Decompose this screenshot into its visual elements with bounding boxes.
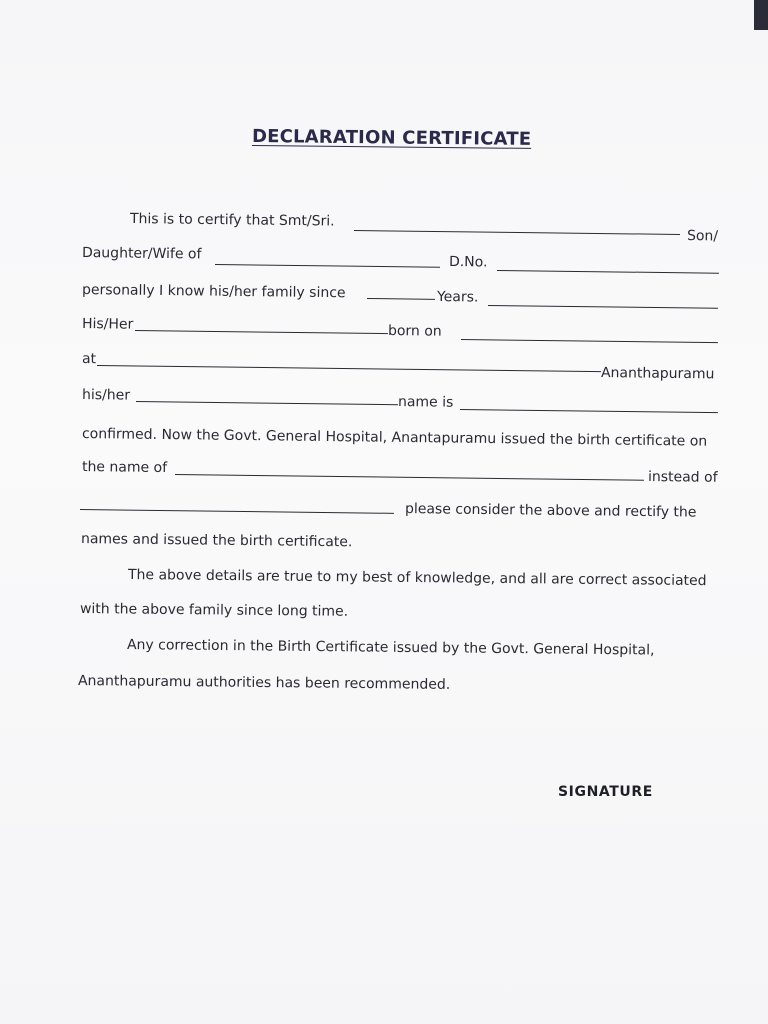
paragraph-2-line-1: The above details are true to my best of knowledge, and all are correct associated [127,567,707,590]
name-is-label: name is [397,394,454,411]
certificate-name-blank[interactable] [175,474,644,481]
confirmed-text: confirmed. Now the Govt. General Hospital, Anantapuramu issued the birth certificate on [81,426,708,450]
dno-label: D.No. [448,254,488,271]
paragraph-3-line-1: Any correction in the Birth Certificate issued by the Govt. General Hospital, [126,637,655,659]
at-label: at [81,351,97,368]
place-label: Ananthapuramu [600,365,715,383]
name-blank[interactable] [354,230,680,235]
paragraph-3-line-2: Ananthapuramu authorities has been recommended. [77,673,451,693]
years-blank[interactable] [367,298,435,300]
dno-blank[interactable] [497,270,719,274]
certify-text: This is to certify that Smt/Sri. [129,211,335,230]
signature-label: SIGNATURE [558,784,653,800]
names-issued-text: names and issued the birth certificate. [80,531,353,551]
scan-corner-mark [754,0,768,30]
correct-name-blank[interactable] [80,509,394,514]
relation-blank[interactable] [135,330,388,334]
paragraph-2-line-2: with the above family since long time. [79,601,349,620]
family-since-text: personally I know his/her family since [81,282,346,302]
birth-place-blank[interactable] [97,365,601,372]
document-title: DECLARATION CERTIFICATE [251,126,532,150]
daughter-wife-label: Daughter/Wife of [81,245,202,263]
relation-blank-2[interactable] [136,401,398,405]
his-her-label: His/Her [81,316,134,333]
confirmed-name-blank[interactable] [460,409,718,413]
parent-name-blank[interactable] [215,264,440,268]
birth-date-blank[interactable] [461,339,718,343]
instead-of-label: instead of [647,469,718,486]
his-her-label-2: his/her [81,387,131,404]
name-of-label: the name of [81,459,168,477]
born-on-label: born on [387,323,442,340]
address-blank[interactable] [488,305,718,309]
years-label: Years. [436,289,479,306]
please-consider-text: please consider the above and rectify the [404,501,697,521]
son-label: Son/ [686,228,719,245]
